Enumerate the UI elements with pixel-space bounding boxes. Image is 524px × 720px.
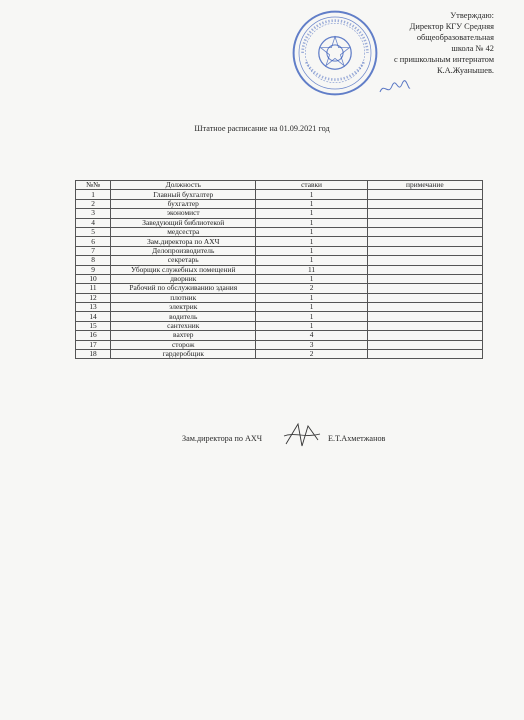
row-number: 16 xyxy=(76,331,111,340)
row-note xyxy=(367,312,482,321)
row-position: водитель xyxy=(111,312,256,321)
row-number: 3 xyxy=(76,209,111,218)
signer-role: Зам.директора по АХЧ xyxy=(182,434,263,443)
row-position: медсестра xyxy=(111,227,256,236)
staffing-table xyxy=(75,180,483,359)
row-rate: 1 xyxy=(256,237,367,246)
header-rate: ставки xyxy=(256,181,367,190)
approval-line: общеобразовательная xyxy=(416,33,494,42)
row-note xyxy=(367,218,482,227)
table-row xyxy=(76,284,483,293)
row-rate: 1 xyxy=(256,246,367,255)
header-note: примечание xyxy=(367,181,482,190)
row-number: 11 xyxy=(76,284,111,293)
row-note xyxy=(367,331,482,340)
row-position: экономист xyxy=(111,209,256,218)
table-row xyxy=(76,350,483,359)
row-note xyxy=(367,190,482,199)
row-position: Главный бухгалтер xyxy=(111,190,256,199)
table-row xyxy=(76,190,483,199)
row-position: сторож xyxy=(111,340,256,349)
row-rate: 1 xyxy=(256,293,367,302)
table-row xyxy=(76,209,483,218)
row-position: Зам.директора по АХЧ xyxy=(111,237,256,246)
row-note xyxy=(367,284,482,293)
table-row xyxy=(76,303,483,312)
row-position: Рабочий по обслуживанию здания xyxy=(111,284,256,293)
row-rate: 1 xyxy=(256,312,367,321)
row-number: 15 xyxy=(76,321,111,330)
row-position: электрик xyxy=(111,303,256,312)
row-number: 17 xyxy=(76,340,111,349)
row-position: Заведующий библиотекой xyxy=(111,218,256,227)
table-row xyxy=(76,237,483,246)
signer-name: Е.Т.Ахметжанов xyxy=(328,434,386,443)
row-note xyxy=(367,209,482,218)
row-position: Уборщик служебных помещений xyxy=(111,265,256,274)
row-note xyxy=(367,227,482,236)
director-signature xyxy=(378,78,412,98)
table-row xyxy=(76,218,483,227)
row-rate: 3 xyxy=(256,340,367,349)
header-number: №№ xyxy=(76,181,111,190)
row-position: гардеробщик xyxy=(111,350,256,359)
row-rate: 1 xyxy=(256,190,367,199)
official-stamp xyxy=(290,8,380,98)
table-row xyxy=(76,293,483,302)
approval-line: К.А.Жуанышев. xyxy=(436,66,494,75)
row-number: 7 xyxy=(76,246,111,255)
row-note xyxy=(367,237,482,246)
table-row xyxy=(76,321,483,330)
table-row xyxy=(76,340,483,349)
row-position: Делопроизводитель xyxy=(111,246,256,255)
row-number: 14 xyxy=(76,312,111,321)
row-rate: 1 xyxy=(256,209,367,218)
row-rate: 1 xyxy=(256,321,367,330)
table-row xyxy=(76,331,483,340)
document-title: Штатное расписание на 01.09.2021 год xyxy=(194,124,330,133)
header-position: Должность xyxy=(111,181,256,190)
row-position: вахтер xyxy=(111,331,256,340)
table-row xyxy=(76,274,483,283)
row-note xyxy=(367,350,482,359)
row-rate: 1 xyxy=(256,199,367,208)
row-note xyxy=(367,256,482,265)
row-number: 5 xyxy=(76,227,111,236)
row-rate: 1 xyxy=(256,303,367,312)
row-note xyxy=(367,199,482,208)
row-number: 4 xyxy=(76,218,111,227)
row-number: 12 xyxy=(76,293,111,302)
row-note xyxy=(367,265,482,274)
row-note xyxy=(367,274,482,283)
row-note xyxy=(367,321,482,330)
row-number: 8 xyxy=(76,256,111,265)
row-number: 2 xyxy=(76,199,111,208)
row-rate: 11 xyxy=(256,265,367,274)
row-number: 10 xyxy=(76,274,111,283)
approval-line: школа № 42 xyxy=(451,44,494,53)
table-row xyxy=(76,246,483,255)
row-rate: 1 xyxy=(256,256,367,265)
row-note xyxy=(367,340,482,349)
table-header-row xyxy=(76,181,483,190)
table-row xyxy=(76,199,483,208)
table-row xyxy=(76,227,483,236)
row-rate: 1 xyxy=(256,227,367,236)
row-number: 9 xyxy=(76,265,111,274)
row-position: дворник xyxy=(111,274,256,283)
row-note xyxy=(367,293,482,302)
row-position: бухгалтер xyxy=(111,199,256,208)
row-number: 18 xyxy=(76,350,111,359)
row-note xyxy=(367,246,482,255)
row-rate: 1 xyxy=(256,218,367,227)
row-number: 13 xyxy=(76,303,111,312)
approval-line: Директор КГУ Средняя xyxy=(409,22,494,31)
row-rate: 2 xyxy=(256,284,367,293)
approval-line: с пришкольным интернатом xyxy=(393,55,494,64)
row-rate: 1 xyxy=(256,274,367,283)
row-position: сантехник xyxy=(111,321,256,330)
row-rate: 4 xyxy=(256,331,367,340)
row-note xyxy=(367,303,482,312)
row-number: 1 xyxy=(76,190,111,199)
row-number: 6 xyxy=(76,237,111,246)
deputy-signature xyxy=(282,418,322,450)
row-position: плотник xyxy=(111,293,256,302)
table-row xyxy=(76,265,483,274)
table-row xyxy=(76,256,483,265)
row-position: секретарь xyxy=(111,256,256,265)
row-rate: 2 xyxy=(256,350,367,359)
table-row xyxy=(76,312,483,321)
approval-line: Утверждаю: xyxy=(450,11,494,20)
